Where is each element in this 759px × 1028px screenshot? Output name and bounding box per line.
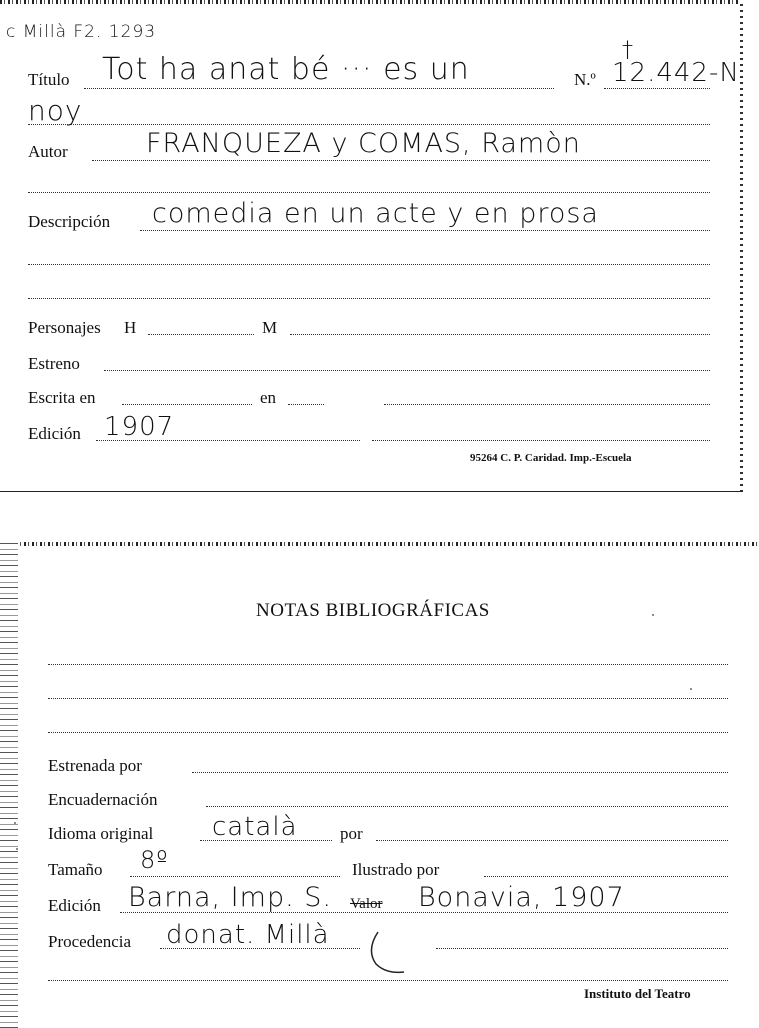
encuadernacion-label: Encuadernación (48, 790, 158, 809)
en-label: en (260, 388, 277, 407)
idioma-label: Idioma original (48, 824, 154, 843)
descripcion-line-3 (28, 298, 710, 299)
h-label: H (124, 318, 137, 337)
m-label: M (262, 318, 278, 337)
descripcion-line (140, 230, 710, 231)
por-label: por (340, 824, 363, 843)
autor-value: FRANQUEZA y COMAS, Ramòn (146, 128, 581, 159)
escrita-label: Escrita en (28, 388, 96, 407)
ilustrado-label: Ilustrado por (352, 860, 440, 879)
edicion2-value-a: Barna, Imp. S. (128, 882, 332, 913)
notes-line-last (48, 980, 728, 981)
valor-label: Valor (350, 896, 383, 912)
catalog-card-front (0, 0, 743, 492)
notes-heading: NOTAS BIBLIOGRÁFICAS (256, 600, 490, 621)
notes-line (48, 698, 728, 699)
pencil-mark (364, 928, 424, 978)
procedencia-label: Procedencia (48, 932, 132, 951)
edicion-label: Edición (28, 424, 81, 443)
catalog-note: c Millà F2. 1293 (6, 22, 157, 42)
card-edge (740, 0, 743, 492)
idioma-value: català (212, 812, 298, 842)
notes-line (48, 732, 728, 733)
edicion-line-2 (372, 440, 710, 441)
titulo-value: Tot ha anat bé ··· es un (102, 52, 470, 87)
h-line (148, 334, 254, 335)
catalog-card-back (0, 542, 759, 1028)
personajes-label: Personajes (28, 318, 101, 337)
descripcion-line-2 (28, 264, 710, 265)
edicion-value: 1907 (104, 412, 175, 442)
encuadernacion-line (206, 806, 728, 807)
autor-line (92, 160, 710, 161)
card-edge (0, 542, 18, 1028)
ilustrado-line (484, 876, 728, 877)
titulo-value-cont: noy (28, 94, 83, 127)
procedencia-line-2 (436, 948, 728, 949)
edicion2-value-b: Bonavia, 1907 (418, 882, 625, 913)
escrita-line (122, 404, 252, 405)
notes-line (48, 664, 728, 665)
por-line (376, 840, 728, 841)
procedencia-value: donat. Millà (166, 920, 330, 950)
autor-label: Autor (28, 142, 68, 161)
tamano-value: 8º (140, 846, 169, 874)
titulo-line-2 (28, 124, 710, 125)
m-line (290, 334, 710, 335)
card-edge (0, 0, 743, 4)
titulo-line (84, 88, 554, 89)
numero-label: N.º (574, 70, 596, 89)
estreno-line (104, 370, 710, 371)
escrita-line-2 (384, 404, 710, 405)
card-edge (0, 491, 743, 492)
tamano-line (130, 876, 340, 877)
estreno-label: Estreno (28, 354, 80, 373)
estrenada-label: Estrenada por (48, 756, 142, 775)
card-edge (0, 542, 759, 546)
descripcion-value: comedia en un acte y en prosa (152, 198, 599, 229)
dagger-mark: † (622, 38, 634, 63)
edicion2-label: Edición (48, 896, 101, 915)
titulo-label: Título (28, 70, 70, 89)
estrenada-line (192, 772, 728, 773)
tamano-label: Tamaño (48, 860, 103, 879)
en-line (288, 404, 324, 405)
numero-line (604, 88, 710, 89)
autor-line-2 (28, 192, 710, 193)
printer-imprint: 95264 C. P. Caridad. Imp.-Escuela (470, 452, 632, 464)
descripcion-label: Descripción (28, 212, 111, 231)
numero-value: 12.442-N (612, 58, 740, 88)
institution-imprint: Instituto del Teatro (584, 986, 691, 1001)
